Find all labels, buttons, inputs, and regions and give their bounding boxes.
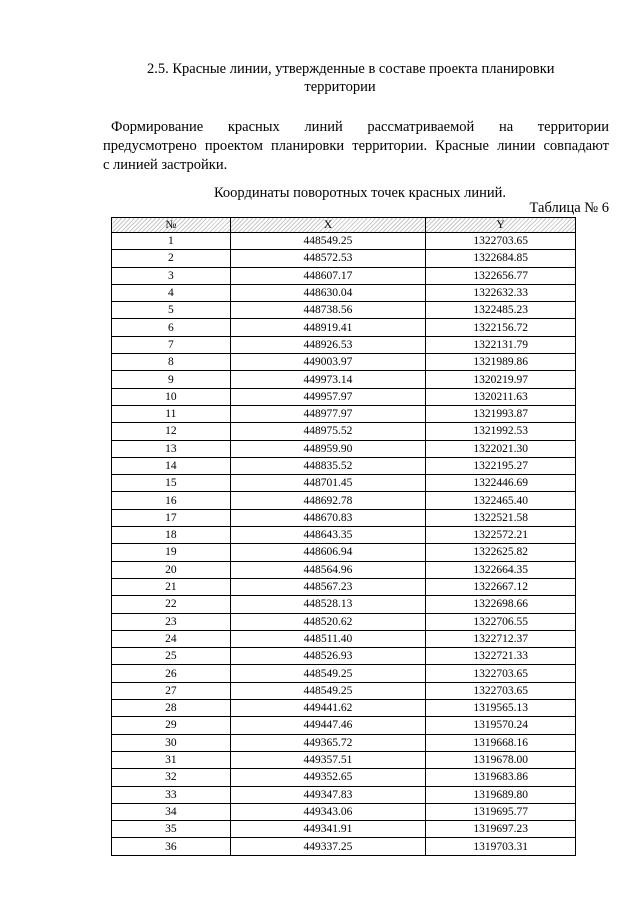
cell-x: 448738.56 (230, 302, 426, 319)
table-row (112, 233, 576, 250)
cell-number: 29 (112, 717, 231, 734)
cell-y: 1322131.79 (426, 336, 576, 353)
body-paragraph (103, 118, 609, 175)
cell-number: 32 (112, 769, 231, 786)
cell-number: 23 (112, 613, 231, 630)
cell-y: 1321989.86 (426, 354, 576, 371)
cell-x: 449357.51 (230, 751, 426, 768)
cell-y: 1319668.16 (426, 734, 576, 751)
cell-number: 18 (112, 527, 231, 544)
cell-number: 11 (112, 405, 231, 422)
cell-x: 448549.25 (230, 233, 426, 250)
cell-y: 1322706.55 (426, 613, 576, 630)
table-row (112, 648, 576, 665)
cell-number: 26 (112, 665, 231, 682)
cell-number: 6 (112, 319, 231, 336)
cell-y: 1319565.13 (426, 700, 576, 717)
cell-y: 1322703.65 (426, 233, 576, 250)
cell-number: 28 (112, 700, 231, 717)
cell-x: 448692.78 (230, 492, 426, 509)
cell-x: 448977.97 (230, 405, 426, 422)
cell-x: 448549.25 (230, 665, 426, 682)
cell-number: 14 (112, 457, 231, 474)
cell-y: 1322572.21 (426, 527, 576, 544)
table-row (112, 405, 576, 422)
paragraph-line: предусмотрено проектом планировки территории. Красные линии совпадают (103, 138, 609, 154)
paragraph-line: Формирование красных линий рассматриваемой на территории (111, 119, 609, 135)
cell-x: 448701.45 (230, 475, 426, 492)
cell-number: 12 (112, 423, 231, 440)
table-row (112, 319, 576, 336)
cell-x: 448549.25 (230, 682, 426, 699)
cell-y: 1319570.24 (426, 717, 576, 734)
cell-number: 15 (112, 475, 231, 492)
cell-x: 448606.94 (230, 544, 426, 561)
cell-y: 1322664.35 (426, 561, 576, 578)
table-row (112, 302, 576, 319)
table-row (112, 630, 576, 647)
cell-number: 16 (112, 492, 231, 509)
cell-number: 19 (112, 544, 231, 561)
cell-x: 448630.04 (230, 284, 426, 301)
cell-x: 448511.40 (230, 630, 426, 647)
cell-x: 448528.13 (230, 596, 426, 613)
table-row (112, 388, 576, 405)
table-row (112, 734, 576, 751)
cell-y: 1322156.72 (426, 319, 576, 336)
cell-y: 1322684.85 (426, 250, 576, 267)
cell-number: 33 (112, 786, 231, 803)
cell-y: 1321993.87 (426, 405, 576, 422)
cell-x: 449447.46 (230, 717, 426, 734)
section-heading-line2: территории (304, 79, 376, 95)
table-row (112, 821, 576, 838)
cell-y: 1322667.12 (426, 578, 576, 595)
cell-y: 1322446.69 (426, 475, 576, 492)
cell-x: 448572.53 (230, 250, 426, 267)
cell-x: 448975.52 (230, 423, 426, 440)
cell-y: 1319695.77 (426, 803, 576, 820)
table-row (112, 475, 576, 492)
cell-x: 448607.17 (230, 267, 426, 284)
cell-y: 1322521.58 (426, 509, 576, 526)
cell-number: 22 (112, 596, 231, 613)
cell-y: 1322485.23 (426, 302, 576, 319)
cell-number: 17 (112, 509, 231, 526)
cell-y: 1322632.33 (426, 284, 576, 301)
table-row (112, 786, 576, 803)
header-number: № (112, 218, 231, 233)
cell-y: 1319683.86 (426, 769, 576, 786)
cell-number: 2 (112, 250, 231, 267)
cell-number: 1 (112, 233, 231, 250)
cell-x: 448835.52 (230, 457, 426, 474)
cell-x: 449337.25 (230, 838, 426, 855)
table-row (112, 509, 576, 526)
cell-x: 449347.83 (230, 786, 426, 803)
table-row (112, 682, 576, 699)
cell-number: 9 (112, 371, 231, 388)
cell-y: 1322698.66 (426, 596, 576, 613)
cell-number: 7 (112, 336, 231, 353)
table-row (112, 578, 576, 595)
cell-x: 448520.62 (230, 613, 426, 630)
cell-y: 1320219.97 (426, 371, 576, 388)
table-row (112, 457, 576, 474)
header-x: X (230, 218, 426, 233)
cell-y: 1319703.31 (426, 838, 576, 855)
cell-y: 1322712.37 (426, 630, 576, 647)
cell-y: 1322703.65 (426, 682, 576, 699)
table-number: Таблица № 6 (529, 200, 609, 216)
cell-number: 20 (112, 561, 231, 578)
cell-x: 449441.62 (230, 700, 426, 717)
table-row (112, 440, 576, 457)
table-row (112, 700, 576, 717)
cell-y: 1319697.23 (426, 821, 576, 838)
cell-y: 1320211.63 (426, 388, 576, 405)
cell-x: 449973.14 (230, 371, 426, 388)
cell-number: 35 (112, 821, 231, 838)
cell-x: 448670.83 (230, 509, 426, 526)
cell-number: 4 (112, 284, 231, 301)
cell-x: 449957.97 (230, 388, 426, 405)
table-row (112, 250, 576, 267)
cell-number: 3 (112, 267, 231, 284)
table-row (112, 371, 576, 388)
table-row (112, 284, 576, 301)
cell-y: 1322656.77 (426, 267, 576, 284)
cell-number: 34 (112, 803, 231, 820)
table-row (112, 267, 576, 284)
table-row (112, 561, 576, 578)
cell-x: 448526.93 (230, 648, 426, 665)
cell-y: 1319678.00 (426, 751, 576, 768)
table-row (112, 336, 576, 353)
cell-x: 448564.96 (230, 561, 426, 578)
cell-y: 1322195.27 (426, 457, 576, 474)
coordinates-table (111, 217, 576, 856)
table-row (112, 613, 576, 630)
cell-number: 25 (112, 648, 231, 665)
table-row (112, 838, 576, 855)
cell-number: 10 (112, 388, 231, 405)
cell-x: 449003.97 (230, 354, 426, 371)
table-row (112, 423, 576, 440)
cell-x: 448959.90 (230, 440, 426, 457)
cell-number: 27 (112, 682, 231, 699)
cell-number: 36 (112, 838, 231, 855)
cell-y: 1322703.65 (426, 665, 576, 682)
cell-number: 13 (112, 440, 231, 457)
cell-y: 1321992.53 (426, 423, 576, 440)
cell-x: 449343.06 (230, 803, 426, 820)
cell-y: 1322465.40 (426, 492, 576, 509)
cell-number: 31 (112, 751, 231, 768)
table-row (112, 769, 576, 786)
table-row (112, 803, 576, 820)
cell-x: 448567.23 (230, 578, 426, 595)
table-row (112, 492, 576, 509)
cell-x: 448926.53 (230, 336, 426, 353)
table-body (112, 233, 576, 856)
cell-number: 30 (112, 734, 231, 751)
section-heading (0, 60, 640, 96)
cell-x: 449341.91 (230, 821, 426, 838)
cell-y: 1322625.82 (426, 544, 576, 561)
table-row (112, 751, 576, 768)
cell-number: 5 (112, 302, 231, 319)
cell-number: 24 (112, 630, 231, 647)
cell-x: 449352.65 (230, 769, 426, 786)
cell-y: 1322021.30 (426, 440, 576, 457)
table-row (112, 665, 576, 682)
table-row (112, 527, 576, 544)
table-caption: Координаты поворотных точек красных линий. (213, 185, 507, 201)
table-row (112, 354, 576, 371)
cell-y: 1322721.33 (426, 648, 576, 665)
cell-number: 8 (112, 354, 231, 371)
cell-number: 21 (112, 578, 231, 595)
table-row (112, 717, 576, 734)
cell-y: 1319689.80 (426, 786, 576, 803)
section-heading-line1: 2.5. Красные линии, утвержденные в составе проекта планировки (147, 61, 555, 77)
table-header-row (112, 218, 576, 233)
cell-x: 448919.41 (230, 319, 426, 336)
table-row (112, 544, 576, 561)
header-y: Y (426, 218, 576, 233)
cell-x: 449365.72 (230, 734, 426, 751)
paragraph-line: с линией застройки. (103, 157, 228, 173)
table-row (112, 596, 576, 613)
cell-x: 448643.35 (230, 527, 426, 544)
